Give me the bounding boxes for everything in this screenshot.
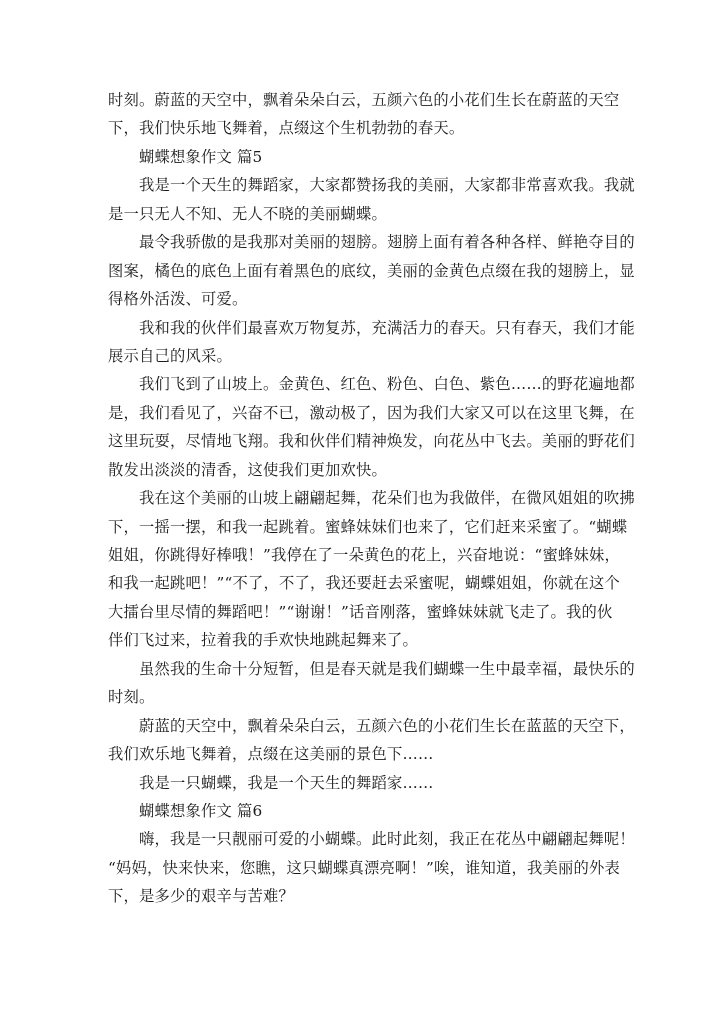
section-heading — [108, 797, 608, 825]
text-line: 展示自己的风采。 — [108, 346, 232, 365]
text-line: 得格外活泼、可爱。 — [108, 290, 248, 309]
section-heading — [108, 143, 608, 171]
text-line: 最令我骄傲的是我那对美丽的翅膀。翅膀上面有着各种各样、鲜艳夺目的 — [139, 233, 635, 252]
paragraph — [108, 314, 635, 371]
text-line: 是，我们看见了，兴奋不已，激动极了，因为我们大家又可以在这里飞舞，在 — [108, 403, 635, 422]
text-line: 是一只无人不知、无人不晓的美丽蝴蝶。 — [108, 204, 387, 223]
text-line: 我和我的伙伴们最喜欢万物复苏，充满活力的春天。只有春天，我们才能 — [139, 318, 635, 337]
text-line: 我们飞到了山坡上。金黄色、红色、粉色、白色、紫色……的野花遍地都 — [139, 375, 635, 394]
paragraph — [108, 769, 608, 797]
text-line: “妈妈，快来快来，您瞧，这只蝴蝶真漂亮啊！”唉，谁知道，我美丽的外表 — [108, 858, 620, 877]
text-line: 姐姐，你跳得好棒哦！”我停在了一朵黄色的花上，兴奋地说：“蜜蜂妹妹， — [108, 546, 620, 564]
text-line: 蔚蓝的天空中，飘着朵朵白云，五颜六色的小花们生长在蓝蓝的天空下， — [139, 716, 635, 735]
text-line: 下，一摇一摆，和我一起跳着。蜜蜂妹妹们也来了，它们赶来采蜜了。“蝴蝶 — [108, 517, 628, 536]
text-line: 虽然我的生命十分短暂，但是春天就是我们蝴蝶一生中最幸福，最快乐的 — [139, 659, 635, 678]
text-line: 我是一个天生的舞蹈家，大家都赞扬我的美丽，大家都非常喜欢我。我就 — [139, 176, 635, 195]
paragraph — [108, 655, 635, 712]
paragraph — [108, 484, 635, 655]
text-line: 嗨，我是一只靓丽可爱的小蝴蝶。此时此刻，我正在花丛中翩翩起舞呢！ — [139, 830, 635, 849]
paragraph — [108, 825, 635, 910]
paragraph — [108, 370, 635, 484]
document-page — [108, 86, 635, 911]
text-line: 蝴蝶想象作文 篇6 — [139, 801, 263, 820]
paragraph — [108, 712, 635, 769]
text-line: 我在这个美丽的山坡上翩翩起舞，花朵们也为我做伴，在微风姐姐的吹拂 — [139, 489, 635, 508]
paragraph — [108, 228, 635, 313]
text-line: 蝴蝶想象作文 篇5 — [139, 147, 263, 166]
text-line: 时刻。蔚蓝的天空中，飘着朵朵白云，五颜六色的小花们生长在蔚蓝的天空 — [108, 91, 620, 109]
text-line: 下，是多少的艰辛与苦难？ — [108, 887, 294, 906]
paragraph — [108, 171, 635, 228]
text-line: 散发出淡淡的清香，这使我们更加欢快。 — [108, 460, 387, 479]
text-line: 下，我们快乐地飞舞着，点缀这个生机勃勃的春天。 — [108, 119, 465, 138]
text-line: 伴们飞过来，拉着我的手欢快地跳起舞来了。 — [108, 631, 418, 650]
text-line: 图案，橘色的底色上面有着黑色的底纹，美丽的金黄色点缀在我的翅膀上，显 — [108, 261, 635, 280]
text-line: 我是一只蝴蝶，我是一个天生的舞蹈家…… — [139, 773, 434, 792]
text-line: 和我一起跳吧！”“不了，不了，我还要赶去采蜜呢，蝴蝶姐姐，你就在这个 — [108, 574, 620, 593]
text-line: 我们欢乐地飞舞着，点缀在这美丽的景色下…… — [108, 745, 434, 764]
text-line: 大擂台里尽情的舞蹈吧！”“谢谢！”话音刚落，蜜蜂妹妹就飞走了。我的伙 — [108, 602, 613, 621]
text-line: 时刻。 — [108, 688, 155, 707]
paragraph — [108, 86, 620, 143]
text-line: 这里玩耍，尽情地飞翔。我和伙伴们精神焕发，向花丛中飞去。美丽的野花们 — [108, 432, 635, 451]
